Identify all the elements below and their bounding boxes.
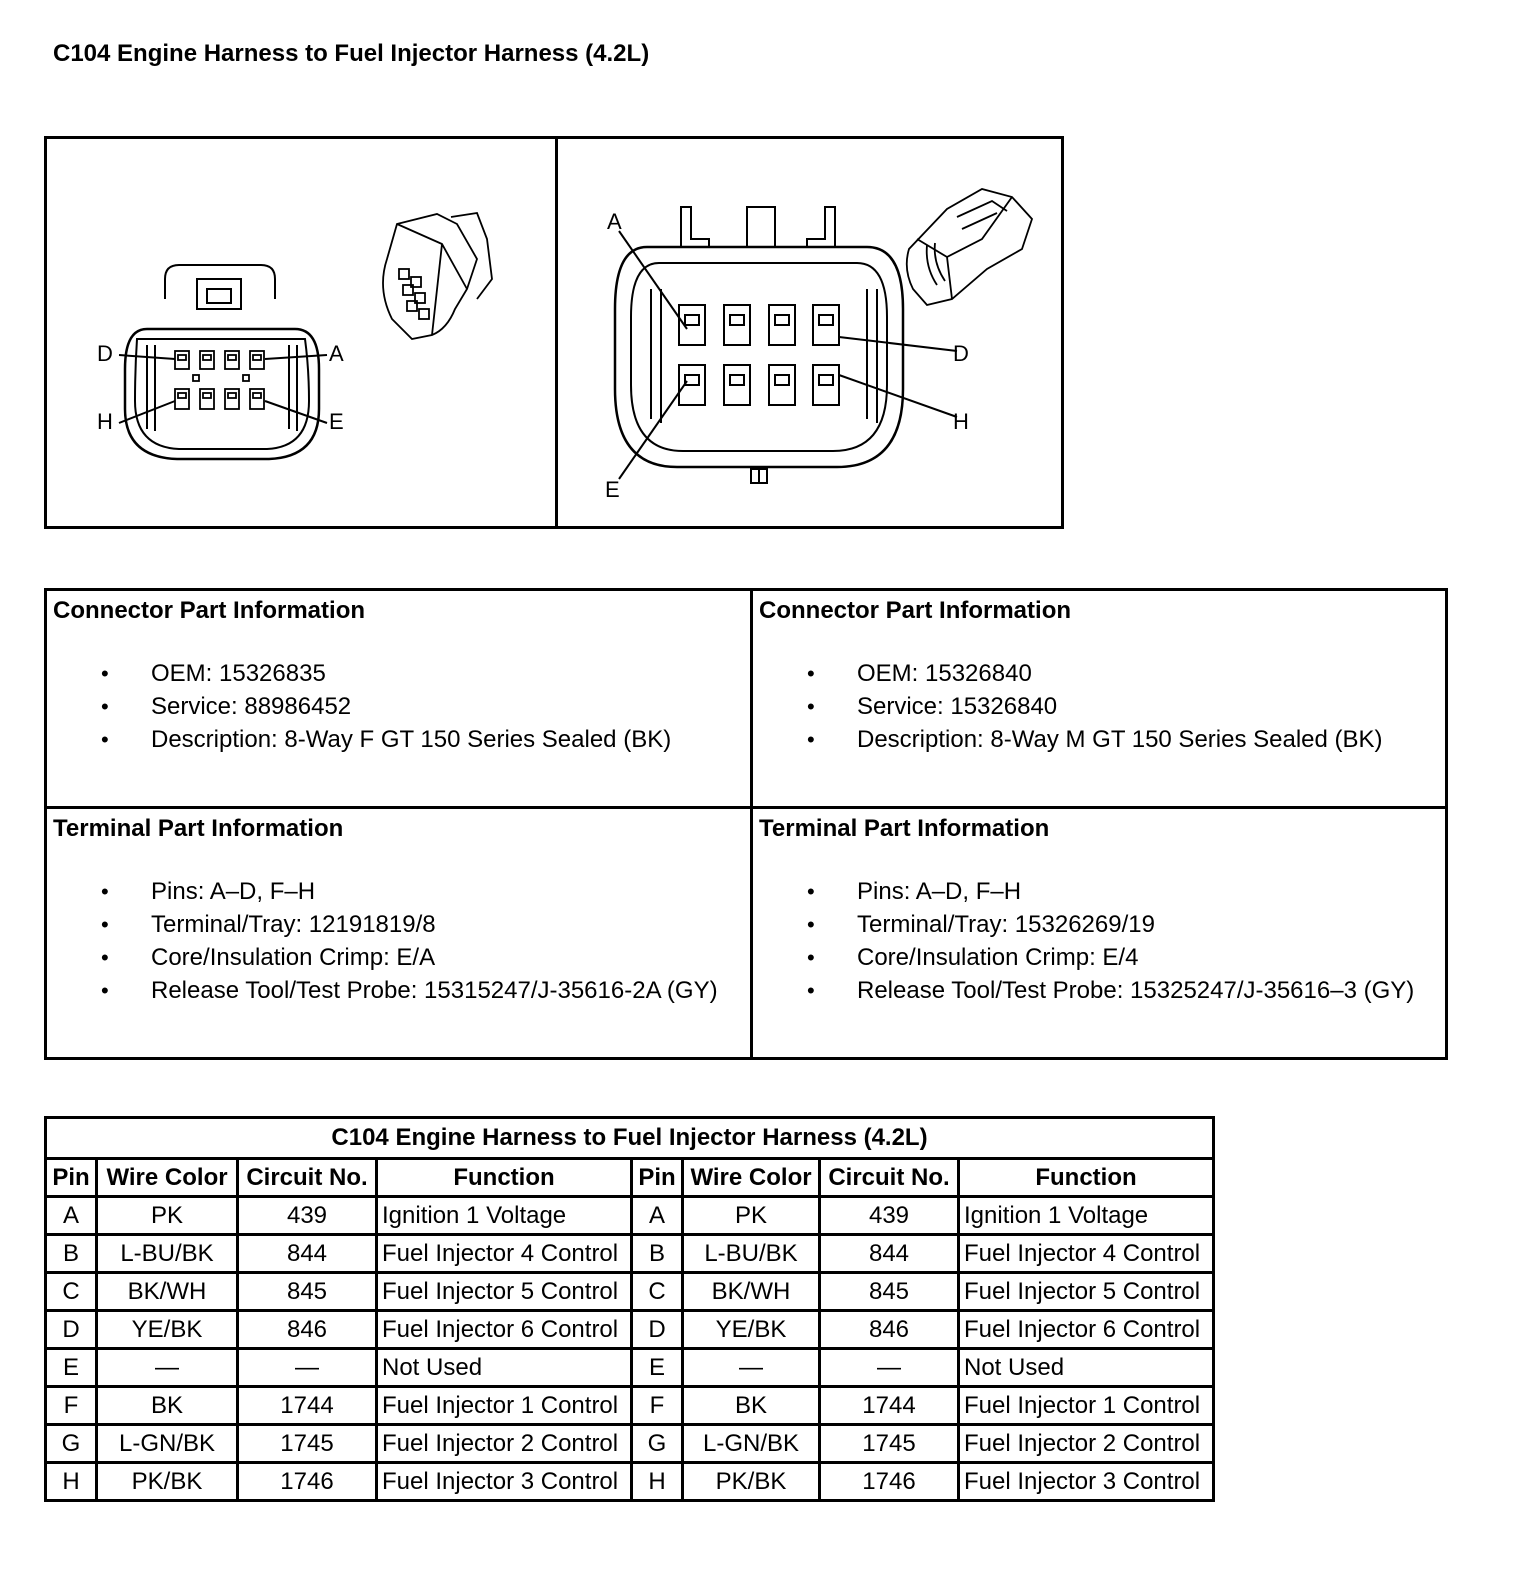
- list-item: • Terminal/Tray: 12191819/8: [53, 908, 744, 941]
- list-item: • Core/Insulation Crimp: E/A: [53, 941, 744, 974]
- list-item: • Description: 8-Way F GT 150 Series Sealed (BK): [53, 723, 744, 756]
- male-connector-iso: [907, 189, 1032, 305]
- circuit-cell: 1746: [820, 1463, 959, 1501]
- page-title: C104 Engine Harness to Fuel Injector Harness (4.2L): [53, 40, 650, 67]
- function-cell: Fuel Injector 3 Control: [377, 1463, 632, 1501]
- female-connector-face: [119, 265, 327, 459]
- function-cell: Fuel Injector 2 Control: [959, 1425, 1214, 1463]
- pin-cell: F: [46, 1387, 97, 1425]
- wire-color-cell: BK/WH: [97, 1273, 238, 1311]
- function-cell: Not Used: [377, 1349, 632, 1387]
- connector-info-left: [47, 591, 750, 806]
- circuit-cell: 844: [238, 1235, 377, 1273]
- col-header-circuit: Circuit No.: [820, 1159, 959, 1197]
- circuit-cell: —: [238, 1349, 377, 1387]
- circuit-cell: 845: [238, 1273, 377, 1311]
- circuit-cell: 846: [238, 1311, 377, 1349]
- function-cell: Ignition 1 Voltage: [377, 1197, 632, 1235]
- circuit-cell: 1746: [238, 1463, 377, 1501]
- circuit-cell: 1744: [820, 1387, 959, 1425]
- function-cell: Ignition 1 Voltage: [959, 1197, 1214, 1235]
- male-connector-face: [615, 207, 957, 483]
- circuit-cell: 439: [820, 1197, 959, 1235]
- circuit-cell: 1744: [238, 1387, 377, 1425]
- wire-color-cell: YE/BK: [683, 1311, 820, 1349]
- col-header-pin: Pin: [632, 1159, 683, 1197]
- table-row: [46, 1387, 1214, 1425]
- list-item: • Service: 88986452: [53, 690, 744, 723]
- female-connector-iso: [383, 213, 492, 339]
- pin-cell: B: [632, 1235, 683, 1273]
- list-item: • Description: 8-Way M GT 150 Series Sealed (BK): [759, 723, 1439, 756]
- right-label-E: E: [605, 477, 620, 502]
- wire-color-cell: PK/BK: [683, 1463, 820, 1501]
- list-item: • Service: 15326840: [759, 690, 1439, 723]
- circuit-cell: 1745: [238, 1425, 377, 1463]
- wire-color-cell: PK/BK: [97, 1463, 238, 1501]
- function-cell: Fuel Injector 4 Control: [959, 1235, 1214, 1273]
- table-row: [46, 1197, 1214, 1235]
- terminal-info-left: [47, 809, 750, 1057]
- pin-cell: D: [46, 1311, 97, 1349]
- col-header-pin: Pin: [46, 1159, 97, 1197]
- connector-info-right-heading: Connector Part Information: [759, 597, 1072, 624]
- wire-color-cell: L-GN/BK: [683, 1425, 820, 1463]
- pin-cell: G: [632, 1425, 683, 1463]
- list-item: • Pins: A–D, F–H: [759, 875, 1439, 908]
- terminal-info-right: [753, 809, 1445, 1057]
- pinout-header-row: [46, 1159, 1214, 1197]
- circuit-cell: 439: [238, 1197, 377, 1235]
- table-row: [46, 1235, 1214, 1273]
- left-label-A: A: [329, 341, 344, 366]
- function-cell: Fuel Injector 1 Control: [959, 1387, 1214, 1425]
- circuit-cell: —: [820, 1349, 959, 1387]
- table-row: [46, 1463, 1214, 1501]
- wire-color-cell: PK: [97, 1197, 238, 1235]
- wire-color-cell: YE/BK: [97, 1311, 238, 1349]
- wire-color-cell: BK: [683, 1387, 820, 1425]
- pin-cell: G: [46, 1425, 97, 1463]
- connector-info-right: [753, 591, 1445, 806]
- connector-diagram: [44, 136, 1064, 529]
- function-cell: Fuel Injector 4 Control: [377, 1235, 632, 1273]
- circuit-cell: 844: [820, 1235, 959, 1273]
- pin-cell: F: [632, 1387, 683, 1425]
- pin-cell: E: [632, 1349, 683, 1387]
- list-item: • Terminal/Tray: 15326269/19: [759, 908, 1439, 941]
- list-item: • Release Tool/Test Probe: 15325247/J-35616–3 (GY): [759, 974, 1439, 1007]
- function-cell: Fuel Injector 2 Control: [377, 1425, 632, 1463]
- circuit-cell: 845: [820, 1273, 959, 1311]
- pin-cell: B: [46, 1235, 97, 1273]
- pinout-table-caption: C104 Engine Harness to Fuel Injector Harness (4.2L): [46, 1118, 1214, 1159]
- connector-info-left-heading: Connector Part Information: [53, 597, 366, 624]
- col-header-wire-color: Wire Color: [97, 1159, 238, 1197]
- col-header-wire-color: Wire Color: [683, 1159, 820, 1197]
- pin-cell: C: [632, 1273, 683, 1311]
- wire-color-cell: BK: [97, 1387, 238, 1425]
- function-cell: Fuel Injector 1 Control: [377, 1387, 632, 1425]
- function-cell: Fuel Injector 3 Control: [959, 1463, 1214, 1501]
- table-row: [46, 1349, 1214, 1387]
- wire-color-cell: PK: [683, 1197, 820, 1235]
- wire-color-cell: L-GN/BK: [97, 1425, 238, 1463]
- pin-cell: E: [46, 1349, 97, 1387]
- list-item: • Release Tool/Test Probe: 15315247/J-35616-2A (GY): [53, 974, 744, 1007]
- function-cell: Fuel Injector 5 Control: [959, 1273, 1214, 1311]
- function-cell: Fuel Injector 6 Control: [959, 1311, 1214, 1349]
- terminal-info-right-heading: Terminal Part Information: [759, 815, 1050, 842]
- pin-cell: H: [632, 1463, 683, 1501]
- list-item: • OEM: 15326835: [53, 657, 744, 690]
- function-cell: Not Used: [959, 1349, 1214, 1387]
- pinout-table: [44, 1116, 1215, 1502]
- table-row: [46, 1273, 1214, 1311]
- col-header-circuit: Circuit No.: [238, 1159, 377, 1197]
- left-label-E: E: [329, 409, 344, 434]
- right-label-H: H: [953, 409, 969, 434]
- right-label-A: A: [607, 209, 622, 234]
- pin-cell: C: [46, 1273, 97, 1311]
- table-row: [46, 1425, 1214, 1463]
- wire-color-cell: BK/WH: [683, 1273, 820, 1311]
- pin-cell: D: [632, 1311, 683, 1349]
- circuit-cell: 846: [820, 1311, 959, 1349]
- col-header-function: Function: [959, 1159, 1214, 1197]
- terminal-info-left-heading: Terminal Part Information: [53, 815, 344, 842]
- list-item: • Pins: A–D, F–H: [53, 875, 744, 908]
- pin-cell: H: [46, 1463, 97, 1501]
- function-cell: Fuel Injector 5 Control: [377, 1273, 632, 1311]
- connector-views-svg: [47, 139, 1061, 526]
- pin-cell: A: [632, 1197, 683, 1235]
- wire-color-cell: —: [683, 1349, 820, 1387]
- part-info-grid: [44, 588, 1448, 1060]
- pinout-table-body: [46, 1197, 1214, 1501]
- wire-color-cell: —: [97, 1349, 238, 1387]
- wire-color-cell: L-BU/BK: [97, 1235, 238, 1273]
- list-item: • OEM: 15326840: [759, 657, 1439, 690]
- left-label-D: D: [97, 341, 113, 366]
- table-row: [46, 1311, 1214, 1349]
- col-header-function: Function: [377, 1159, 632, 1197]
- list-item: • Core/Insulation Crimp: E/4: [759, 941, 1439, 974]
- right-label-D: D: [953, 341, 969, 366]
- function-cell: Fuel Injector 6 Control: [377, 1311, 632, 1349]
- pin-cell: A: [46, 1197, 97, 1235]
- left-label-H: H: [97, 409, 113, 434]
- wire-color-cell: L-BU/BK: [683, 1235, 820, 1273]
- circuit-cell: 1745: [820, 1425, 959, 1463]
